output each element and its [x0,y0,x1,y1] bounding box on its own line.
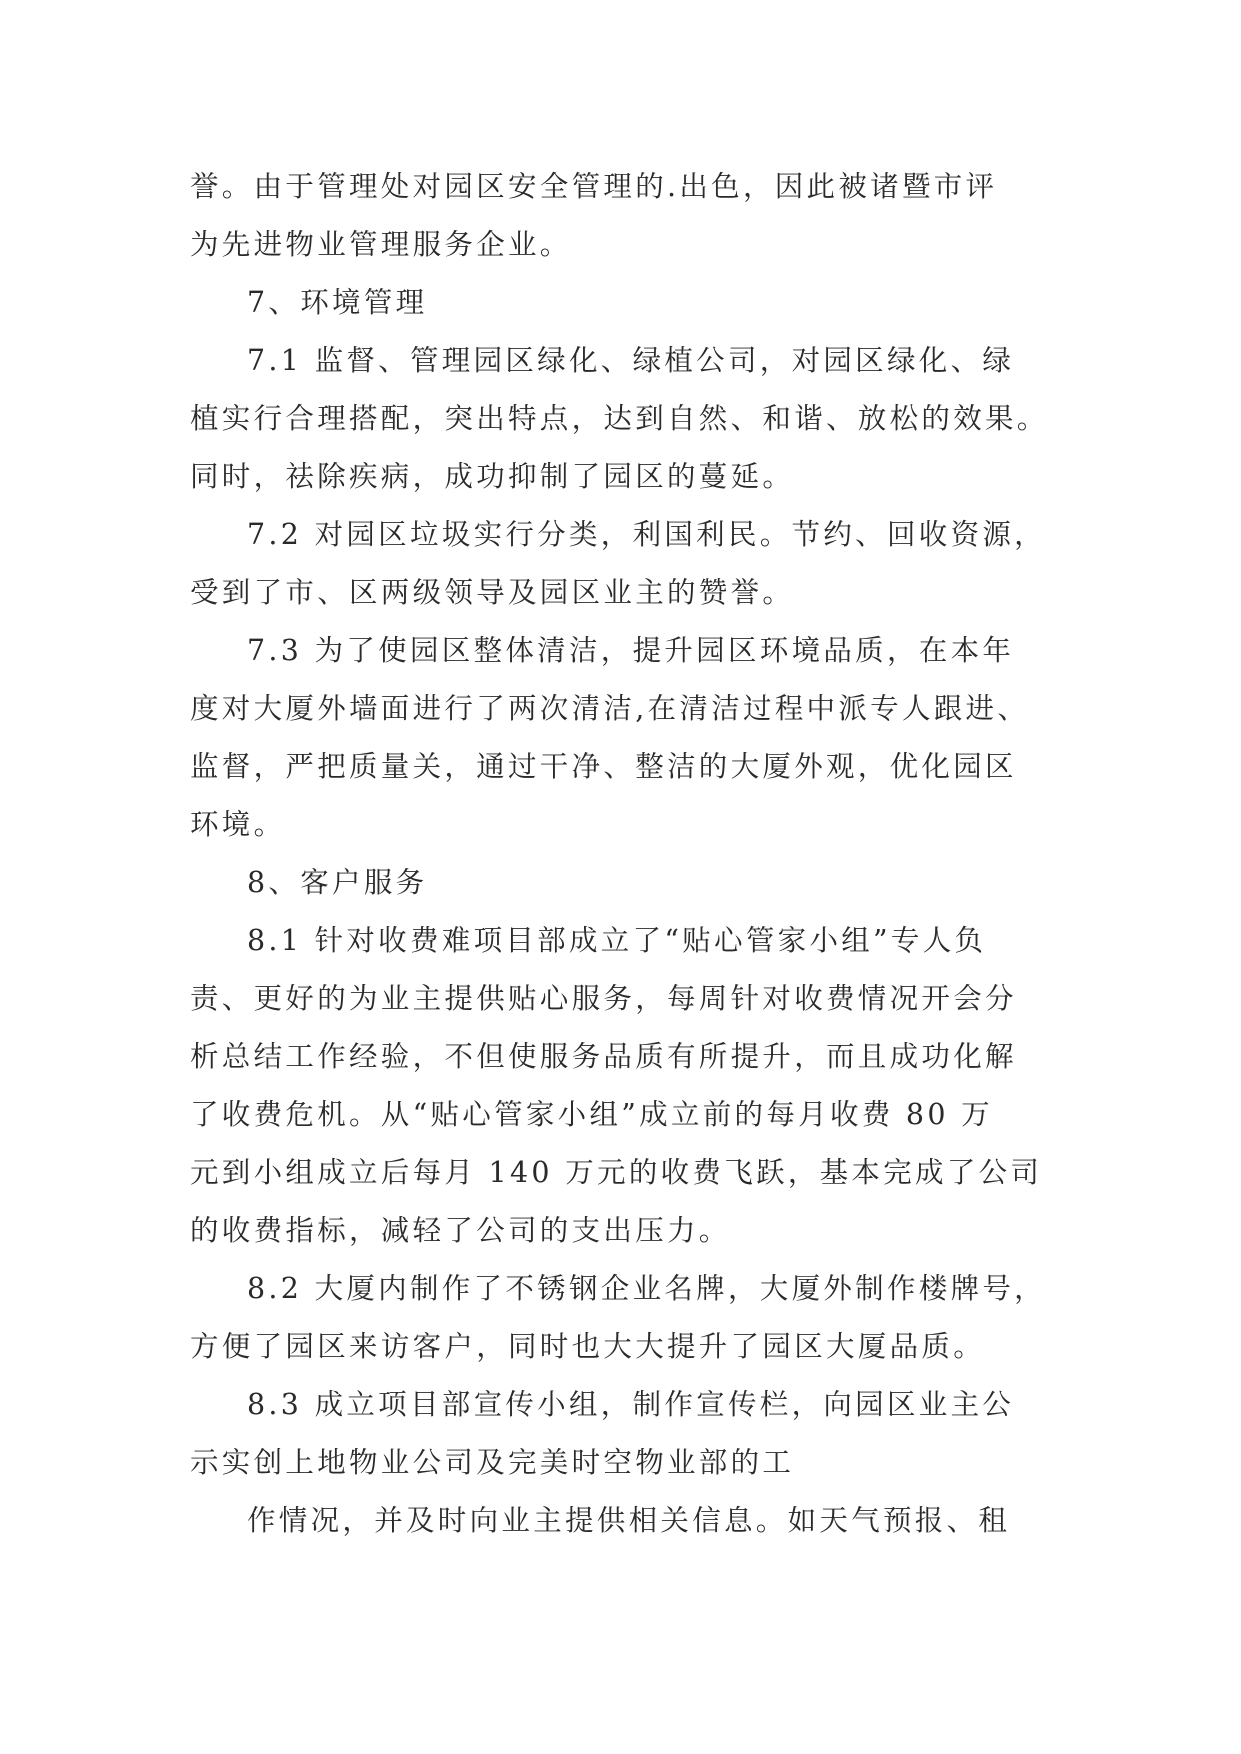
text-line: 7.3 为了使园区整体清洁，提升园区环境品质，在本年 [247,634,1015,667]
text-line: 誉。由于管理处对园区安全管理的.出色，因此被诸暨市评 [190,170,998,203]
text-line: 受到了市、区两级领导及园区业主的赞誉。 [190,576,795,609]
document-body [190,158,1050,1550]
text-line: 8.2 大厦内制作了不锈钢企业名牌，大厦外制作楼牌号， [247,1272,1046,1305]
text-line: 了收费危机。从“贴心管家小组”成立前的每月收费 80 万 [190,1098,993,1131]
text-line: 方便了园区来访客户，同时也大大提升了园区大厦品质。 [190,1330,986,1363]
text-line: 7.2 对园区垃圾实行分类，利国利民。节约、回收资源， [247,518,1046,551]
text-line: 8、客户服务 [247,866,428,899]
text-line: 责、更好的为业主提供贴心服务，每周针对收费情况开会分 [190,982,1017,1015]
text-line: 析总结工作经验，不但使服务品质有所提升，而且成功化解 [190,1040,1017,1073]
text-line: 环境。 [190,808,286,841]
text-line: 监督，严把质量关，通过干净、整洁的大厦外观，优化园区 [190,750,1017,783]
text-line: 度对大厦外墙面进行了两次清洁,在清洁过程中派专人跟进、 [190,692,1030,725]
text-line: 8.3 成立项目部宣传小组，制作宣传栏，向园区业主公 [247,1388,1015,1421]
text-line: 示实创上地物业公司及完美时空物业部的工 [190,1446,795,1479]
text-line: 植实行合理搭配，突出特点，达到自然、和谐、放松的效果。 [190,402,1049,435]
text-line: 8.1 针对收费难项目部成立了“贴心管家小组”专人负 [247,924,987,957]
text-line: 元到小组成立后每月 140 万元的收费飞跃，基本完成了公司 [190,1156,1043,1189]
text-line: 的收费指标，减轻了公司的支出压力。 [190,1214,731,1247]
text-line: 7、环境管理 [247,286,428,319]
text-line: 为先进物业管理服务企业。 [190,228,572,261]
text-line: 作情况，并及时向业主提供相关信息。如天气预报、租 [247,1504,1011,1537]
text-line: 同时，祛除疾病，成功抑制了园区的蔓延。 [190,460,795,493]
text-line: 7.1 监督、管理园区绿化、绿植公司，对园区绿化、绿 [247,344,1015,377]
